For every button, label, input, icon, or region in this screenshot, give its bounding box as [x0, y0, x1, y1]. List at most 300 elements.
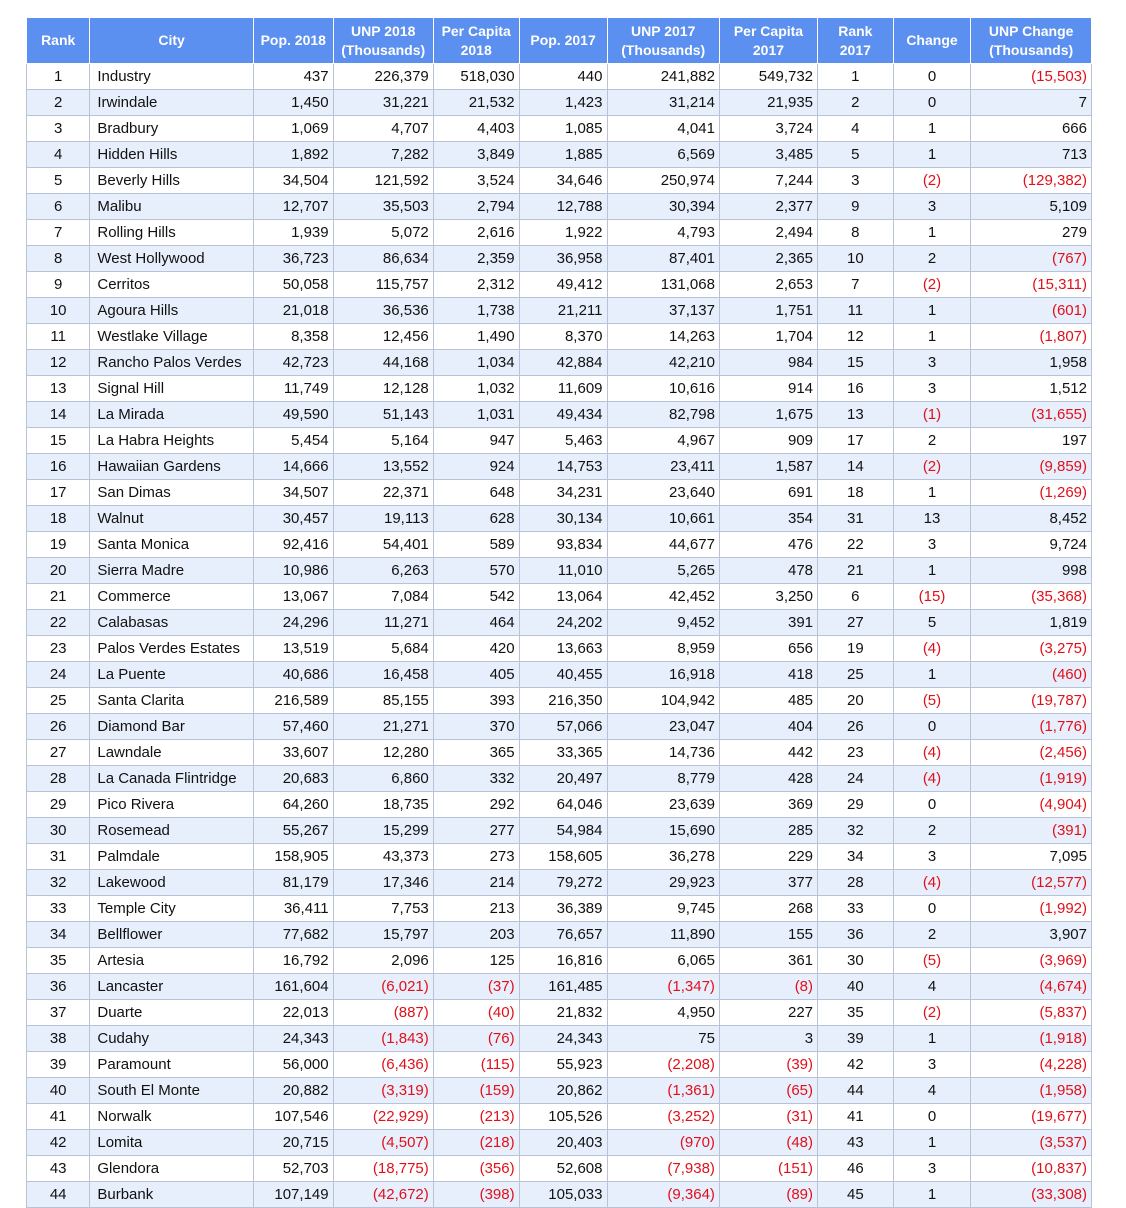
unp-2018-cell: 86,634	[333, 246, 433, 272]
per-capita-2018-cell: 2,794	[433, 194, 519, 220]
city-cell: Lomita	[90, 1130, 254, 1156]
rank-2017-cell: 3	[818, 168, 894, 194]
per-capita-2018-cell: 370	[433, 714, 519, 740]
rank-2017-cell: 29	[818, 792, 894, 818]
rank-cell: 28	[27, 766, 90, 792]
per-capita-2018-cell: 947	[433, 428, 519, 454]
rank-2017-cell: 5	[818, 142, 894, 168]
change-cell: (4)	[893, 870, 971, 896]
city-cell: Santa Monica	[90, 532, 254, 558]
per-capita-2018-cell: 420	[433, 636, 519, 662]
unp-2017-cell: 250,974	[607, 168, 719, 194]
unp-2017-cell: 87,401	[607, 246, 719, 272]
per-capita-2018-cell: 570	[433, 558, 519, 584]
change-cell: 4	[893, 1078, 971, 1104]
per-capita-2017-cell: (151)	[719, 1156, 817, 1182]
change-cell: 1	[893, 558, 971, 584]
unp-change-cell: 3,907	[971, 922, 1092, 948]
city-cell: West Hollywood	[90, 246, 254, 272]
pop-2018-cell: 11,749	[253, 376, 333, 402]
unp-2018-cell: (6,021)	[333, 974, 433, 1000]
unp-2017-cell: 11,890	[607, 922, 719, 948]
unp-2017-cell: 5,265	[607, 558, 719, 584]
unp-change-cell: 7,095	[971, 844, 1092, 870]
per-capita-2017-cell: (8)	[719, 974, 817, 1000]
city-cell: Walnut	[90, 506, 254, 532]
per-capita-2018-cell: 648	[433, 480, 519, 506]
change-cell: (2)	[893, 168, 971, 194]
unp-2017-cell: 23,047	[607, 714, 719, 740]
unp-change-cell: 5,109	[971, 194, 1092, 220]
unp-change-cell: (767)	[971, 246, 1092, 272]
table-row	[27, 766, 1092, 792]
unp-2018-cell: 5,072	[333, 220, 433, 246]
change-cell: (2)	[893, 272, 971, 298]
city-cell: Malibu	[90, 194, 254, 220]
per-capita-2018-cell: 214	[433, 870, 519, 896]
city-cell: Hawaiian Gardens	[90, 454, 254, 480]
pop-2018-cell: 50,058	[253, 272, 333, 298]
table-row	[27, 870, 1092, 896]
unp-2017-cell: 8,779	[607, 766, 719, 792]
pop-2018-cell: 40,686	[253, 662, 333, 688]
pop-2018-cell: 1,069	[253, 116, 333, 142]
table-row	[27, 688, 1092, 714]
per-capita-2017-cell: 656	[719, 636, 817, 662]
pop-2017-cell: 21,211	[519, 298, 607, 324]
per-capita-2018-cell: 3,524	[433, 168, 519, 194]
city-cell: Commerce	[90, 584, 254, 610]
unp-2017-cell: 37,137	[607, 298, 719, 324]
unp-change-cell: (391)	[971, 818, 1092, 844]
rank-2017-cell: 13	[818, 402, 894, 428]
rank-2017-cell: 2	[818, 90, 894, 116]
rank-2017-cell: 9	[818, 194, 894, 220]
pop-2017-cell: 55,923	[519, 1052, 607, 1078]
unp-change-cell: 279	[971, 220, 1092, 246]
unp-2018-cell: (18,775)	[333, 1156, 433, 1182]
rank-2017-cell: 7	[818, 272, 894, 298]
change-cell: (4)	[893, 740, 971, 766]
rank-cell: 4	[27, 142, 90, 168]
unp-2018-cell: (4,507)	[333, 1130, 433, 1156]
change-cell: 0	[893, 714, 971, 740]
city-cell: Beverly Hills	[90, 168, 254, 194]
pop-2018-cell: 56,000	[253, 1052, 333, 1078]
pop-2018-cell: 10,986	[253, 558, 333, 584]
header-unp-change: UNP Change (Thousands)	[971, 18, 1092, 64]
unp-2018-cell: (22,929)	[333, 1104, 433, 1130]
city-cell: Signal Hill	[90, 376, 254, 402]
pop-2017-cell: 14,753	[519, 454, 607, 480]
table-row	[27, 844, 1092, 870]
change-cell: 3	[893, 350, 971, 376]
per-capita-2017-cell: 3,250	[719, 584, 817, 610]
unp-2017-cell: 44,677	[607, 532, 719, 558]
pop-2017-cell: 49,434	[519, 402, 607, 428]
per-capita-2017-cell: 485	[719, 688, 817, 714]
unp-2017-cell: 241,882	[607, 64, 719, 90]
unp-change-cell: 1,958	[971, 350, 1092, 376]
pop-2018-cell: 36,411	[253, 896, 333, 922]
unp-2017-cell: 75	[607, 1026, 719, 1052]
per-capita-2017-cell: 361	[719, 948, 817, 974]
unp-2017-cell: 42,452	[607, 584, 719, 610]
per-capita-2017-cell: 1,587	[719, 454, 817, 480]
pop-2017-cell: 13,663	[519, 636, 607, 662]
per-capita-2017-cell: 3	[719, 1026, 817, 1052]
per-capita-2017-cell: 2,494	[719, 220, 817, 246]
table-row	[27, 1078, 1092, 1104]
unp-2017-cell: 4,793	[607, 220, 719, 246]
rank-cell: 42	[27, 1130, 90, 1156]
pop-2017-cell: 40,455	[519, 662, 607, 688]
per-capita-2018-cell: (398)	[433, 1182, 519, 1208]
per-capita-2018-cell: 542	[433, 584, 519, 610]
rank-cell: 3	[27, 116, 90, 142]
city-cell: Bellflower	[90, 922, 254, 948]
per-capita-2017-cell: 2,377	[719, 194, 817, 220]
unp-2017-cell: 82,798	[607, 402, 719, 428]
rank-2017-cell: 30	[818, 948, 894, 974]
table-row	[27, 922, 1092, 948]
unp-2018-cell: (42,672)	[333, 1182, 433, 1208]
table-row	[27, 454, 1092, 480]
change-cell: 3	[893, 1156, 971, 1182]
pop-2018-cell: 437	[253, 64, 333, 90]
rank-cell: 9	[27, 272, 90, 298]
unp-2018-cell: 21,271	[333, 714, 433, 740]
unp-change-cell: (1,776)	[971, 714, 1092, 740]
rank-2017-cell: 12	[818, 324, 894, 350]
unp-change-cell: (1,918)	[971, 1026, 1092, 1052]
unp-2017-cell: 4,967	[607, 428, 719, 454]
rank-2017-cell: 1	[818, 64, 894, 90]
change-cell: 1	[893, 220, 971, 246]
change-cell: (4)	[893, 766, 971, 792]
header-city: City	[90, 18, 254, 64]
unp-2018-cell: 115,757	[333, 272, 433, 298]
rank-2017-cell: 6	[818, 584, 894, 610]
city-cell: Lancaster	[90, 974, 254, 1000]
change-cell: 2	[893, 246, 971, 272]
per-capita-2018-cell: (218)	[433, 1130, 519, 1156]
pop-2018-cell: 64,260	[253, 792, 333, 818]
header-pop-2018: Pop. 2018	[253, 18, 333, 64]
unp-2017-cell: 4,950	[607, 1000, 719, 1026]
unp-change-cell: (9,859)	[971, 454, 1092, 480]
change-cell: 1	[893, 1026, 971, 1052]
rank-cell: 2	[27, 90, 90, 116]
per-capita-2017-cell: 428	[719, 766, 817, 792]
rank-2017-cell: 16	[818, 376, 894, 402]
table-row	[27, 948, 1092, 974]
table-row	[27, 714, 1092, 740]
pop-2017-cell: 105,033	[519, 1182, 607, 1208]
unp-2017-cell: 8,959	[607, 636, 719, 662]
unp-change-cell: (12,577)	[971, 870, 1092, 896]
city-cell: Agoura Hills	[90, 298, 254, 324]
unp-2018-cell: 54,401	[333, 532, 433, 558]
per-capita-2017-cell: 984	[719, 350, 817, 376]
per-capita-2018-cell: 589	[433, 532, 519, 558]
rank-cell: 10	[27, 298, 90, 324]
per-capita-2017-cell: 2,653	[719, 272, 817, 298]
per-capita-2017-cell: (65)	[719, 1078, 817, 1104]
unp-change-cell: 1,819	[971, 610, 1092, 636]
rank-2017-cell: 26	[818, 714, 894, 740]
rank-2017-cell: 27	[818, 610, 894, 636]
pop-2017-cell: 11,609	[519, 376, 607, 402]
unp-change-cell: (3,537)	[971, 1130, 1092, 1156]
per-capita-2017-cell: 549,732	[719, 64, 817, 90]
unp-change-cell: (460)	[971, 662, 1092, 688]
per-capita-2018-cell: 1,032	[433, 376, 519, 402]
per-capita-2018-cell: 365	[433, 740, 519, 766]
pop-2018-cell: 14,666	[253, 454, 333, 480]
table-row	[27, 272, 1092, 298]
per-capita-2018-cell: 628	[433, 506, 519, 532]
rank-2017-cell: 11	[818, 298, 894, 324]
pop-2018-cell: 216,589	[253, 688, 333, 714]
table-row	[27, 480, 1092, 506]
change-cell: 3	[893, 376, 971, 402]
per-capita-2018-cell: 277	[433, 818, 519, 844]
change-cell: 3	[893, 532, 971, 558]
city-cell: South El Monte	[90, 1078, 254, 1104]
unp-2018-cell: (3,319)	[333, 1078, 433, 1104]
city-cell: Palos Verdes Estates	[90, 636, 254, 662]
unp-2017-cell: 6,569	[607, 142, 719, 168]
header-per-capita-2018: Per Capita 2018	[433, 18, 519, 64]
per-capita-2017-cell: 476	[719, 532, 817, 558]
city-cell: Burbank	[90, 1182, 254, 1208]
rank-cell: 29	[27, 792, 90, 818]
table-row	[27, 974, 1092, 1000]
rank-2017-cell: 34	[818, 844, 894, 870]
pop-2017-cell: 1,885	[519, 142, 607, 168]
rank-cell: 20	[27, 558, 90, 584]
unp-change-cell: 998	[971, 558, 1092, 584]
unp-2017-cell: 9,745	[607, 896, 719, 922]
table-row	[27, 1156, 1092, 1182]
pop-2017-cell: 105,526	[519, 1104, 607, 1130]
pop-2017-cell: 54,984	[519, 818, 607, 844]
header-per-capita-2017: Per Capita 2017	[719, 18, 817, 64]
pop-2017-cell: 36,389	[519, 896, 607, 922]
city-cell: Cudahy	[90, 1026, 254, 1052]
pop-2017-cell: 24,343	[519, 1026, 607, 1052]
rank-cell: 11	[27, 324, 90, 350]
rank-cell: 23	[27, 636, 90, 662]
pop-2017-cell: 158,605	[519, 844, 607, 870]
pop-2018-cell: 12,707	[253, 194, 333, 220]
per-capita-2018-cell: 464	[433, 610, 519, 636]
change-cell: (2)	[893, 454, 971, 480]
unp-2018-cell: 7,282	[333, 142, 433, 168]
pop-2017-cell: 34,646	[519, 168, 607, 194]
unp-change-cell: (4,228)	[971, 1052, 1092, 1078]
table-row	[27, 1052, 1092, 1078]
pop-2018-cell: 1,939	[253, 220, 333, 246]
per-capita-2018-cell: 2,616	[433, 220, 519, 246]
pop-2018-cell: 8,358	[253, 324, 333, 350]
change-cell: 3	[893, 1052, 971, 1078]
unp-2018-cell: 12,128	[333, 376, 433, 402]
pop-2017-cell: 21,832	[519, 1000, 607, 1026]
rank-2017-cell: 43	[818, 1130, 894, 1156]
rank-cell: 13	[27, 376, 90, 402]
change-cell: 5	[893, 610, 971, 636]
pop-2017-cell: 93,834	[519, 532, 607, 558]
unp-2018-cell: 5,164	[333, 428, 433, 454]
per-capita-2017-cell: 391	[719, 610, 817, 636]
table-row	[27, 350, 1092, 376]
change-cell: 1	[893, 142, 971, 168]
rank-2017-cell: 35	[818, 1000, 894, 1026]
unp-change-cell: (4,904)	[971, 792, 1092, 818]
unp-2018-cell: 13,552	[333, 454, 433, 480]
rank-cell: 32	[27, 870, 90, 896]
unp-2017-cell: 14,263	[607, 324, 719, 350]
rank-2017-cell: 8	[818, 220, 894, 246]
pop-2017-cell: 49,412	[519, 272, 607, 298]
unp-change-cell: (10,837)	[971, 1156, 1092, 1182]
unp-2018-cell: 18,735	[333, 792, 433, 818]
pop-2017-cell: 76,657	[519, 922, 607, 948]
unp-2018-cell: 51,143	[333, 402, 433, 428]
city-cell: Rancho Palos Verdes	[90, 350, 254, 376]
pop-2018-cell: 81,179	[253, 870, 333, 896]
rank-cell: 41	[27, 1104, 90, 1130]
city-cell: La Canada Flintridge	[90, 766, 254, 792]
change-cell: 0	[893, 896, 971, 922]
rank-2017-cell: 41	[818, 1104, 894, 1130]
unp-2018-cell: 85,155	[333, 688, 433, 714]
unp-change-cell: (1,919)	[971, 766, 1092, 792]
change-cell: 3	[893, 844, 971, 870]
change-cell: 2	[893, 818, 971, 844]
unp-2018-cell: 6,263	[333, 558, 433, 584]
unp-change-cell: (3,969)	[971, 948, 1092, 974]
pop-2017-cell: 161,485	[519, 974, 607, 1000]
rank-cell: 27	[27, 740, 90, 766]
unp-2017-cell: (970)	[607, 1130, 719, 1156]
unp-2018-cell: 226,379	[333, 64, 433, 90]
per-capita-2017-cell: 914	[719, 376, 817, 402]
table-row	[27, 64, 1092, 90]
per-capita-2017-cell: 2,365	[719, 246, 817, 272]
table-row	[27, 194, 1092, 220]
rank-2017-cell: 31	[818, 506, 894, 532]
unp-2017-cell: 14,736	[607, 740, 719, 766]
change-cell: 1	[893, 116, 971, 142]
unp-change-cell: (19,787)	[971, 688, 1092, 714]
unp-2017-cell: 30,394	[607, 194, 719, 220]
per-capita-2017-cell: 1,751	[719, 298, 817, 324]
unp-2017-cell: 29,923	[607, 870, 719, 896]
pop-2018-cell: 24,343	[253, 1026, 333, 1052]
pop-2018-cell: 92,416	[253, 532, 333, 558]
rank-2017-cell: 15	[818, 350, 894, 376]
pop-2017-cell: 42,884	[519, 350, 607, 376]
rank-cell: 40	[27, 1078, 90, 1104]
city-cell: Norwalk	[90, 1104, 254, 1130]
rank-cell: 31	[27, 844, 90, 870]
table-row	[27, 818, 1092, 844]
unp-2018-cell: 12,456	[333, 324, 433, 350]
pop-2017-cell: 5,463	[519, 428, 607, 454]
header-rank: Rank	[27, 18, 90, 64]
rank-cell: 33	[27, 896, 90, 922]
pop-2018-cell: 20,882	[253, 1078, 333, 1104]
per-capita-2017-cell: 3,724	[719, 116, 817, 142]
pop-2018-cell: 52,703	[253, 1156, 333, 1182]
unp-change-cell: (601)	[971, 298, 1092, 324]
city-cell: San Dimas	[90, 480, 254, 506]
unp-2018-cell: 36,536	[333, 298, 433, 324]
rank-cell: 15	[27, 428, 90, 454]
change-cell: (5)	[893, 688, 971, 714]
rank-cell: 14	[27, 402, 90, 428]
unp-2017-cell: 9,452	[607, 610, 719, 636]
pop-2018-cell: 57,460	[253, 714, 333, 740]
city-cell: Sierra Madre	[90, 558, 254, 584]
rank-cell: 43	[27, 1156, 90, 1182]
unp-2018-cell: 4,707	[333, 116, 433, 142]
unp-2017-cell: 42,210	[607, 350, 719, 376]
table-row	[27, 506, 1092, 532]
rank-2017-cell: 32	[818, 818, 894, 844]
rank-2017-cell: 18	[818, 480, 894, 506]
rank-2017-cell: 44	[818, 1078, 894, 1104]
unp-2017-cell: (1,361)	[607, 1078, 719, 1104]
rank-2017-cell: 45	[818, 1182, 894, 1208]
unp-2018-cell: 15,797	[333, 922, 433, 948]
unp-2018-cell: 11,271	[333, 610, 433, 636]
unp-2018-cell: 31,221	[333, 90, 433, 116]
unp-change-cell: 1,512	[971, 376, 1092, 402]
pop-2017-cell: 20,862	[519, 1078, 607, 1104]
unp-2017-cell: 16,918	[607, 662, 719, 688]
per-capita-2018-cell: 1,031	[433, 402, 519, 428]
rank-cell: 7	[27, 220, 90, 246]
per-capita-2017-cell: (39)	[719, 1052, 817, 1078]
table-row	[27, 90, 1092, 116]
pop-2018-cell: 107,149	[253, 1182, 333, 1208]
unp-2018-cell: (1,843)	[333, 1026, 433, 1052]
per-capita-2017-cell: 21,935	[719, 90, 817, 116]
table-row	[27, 896, 1092, 922]
unp-change-cell: (3,275)	[971, 636, 1092, 662]
change-cell: (5)	[893, 948, 971, 974]
table-row	[27, 324, 1092, 350]
header-unp-2018: UNP 2018 (Thousands)	[333, 18, 433, 64]
rank-2017-cell: 24	[818, 766, 894, 792]
change-cell: 0	[893, 64, 971, 90]
rank-cell: 39	[27, 1052, 90, 1078]
city-cell: Rolling Hills	[90, 220, 254, 246]
unp-2018-cell: 43,373	[333, 844, 433, 870]
unp-change-cell: (4,674)	[971, 974, 1092, 1000]
per-capita-2018-cell: 21,532	[433, 90, 519, 116]
change-cell: 0	[893, 1104, 971, 1130]
city-cell: La Habra Heights	[90, 428, 254, 454]
city-cell: Diamond Bar	[90, 714, 254, 740]
rank-2017-cell: 10	[818, 246, 894, 272]
city-cell: La Mirada	[90, 402, 254, 428]
header-row	[27, 18, 1092, 64]
